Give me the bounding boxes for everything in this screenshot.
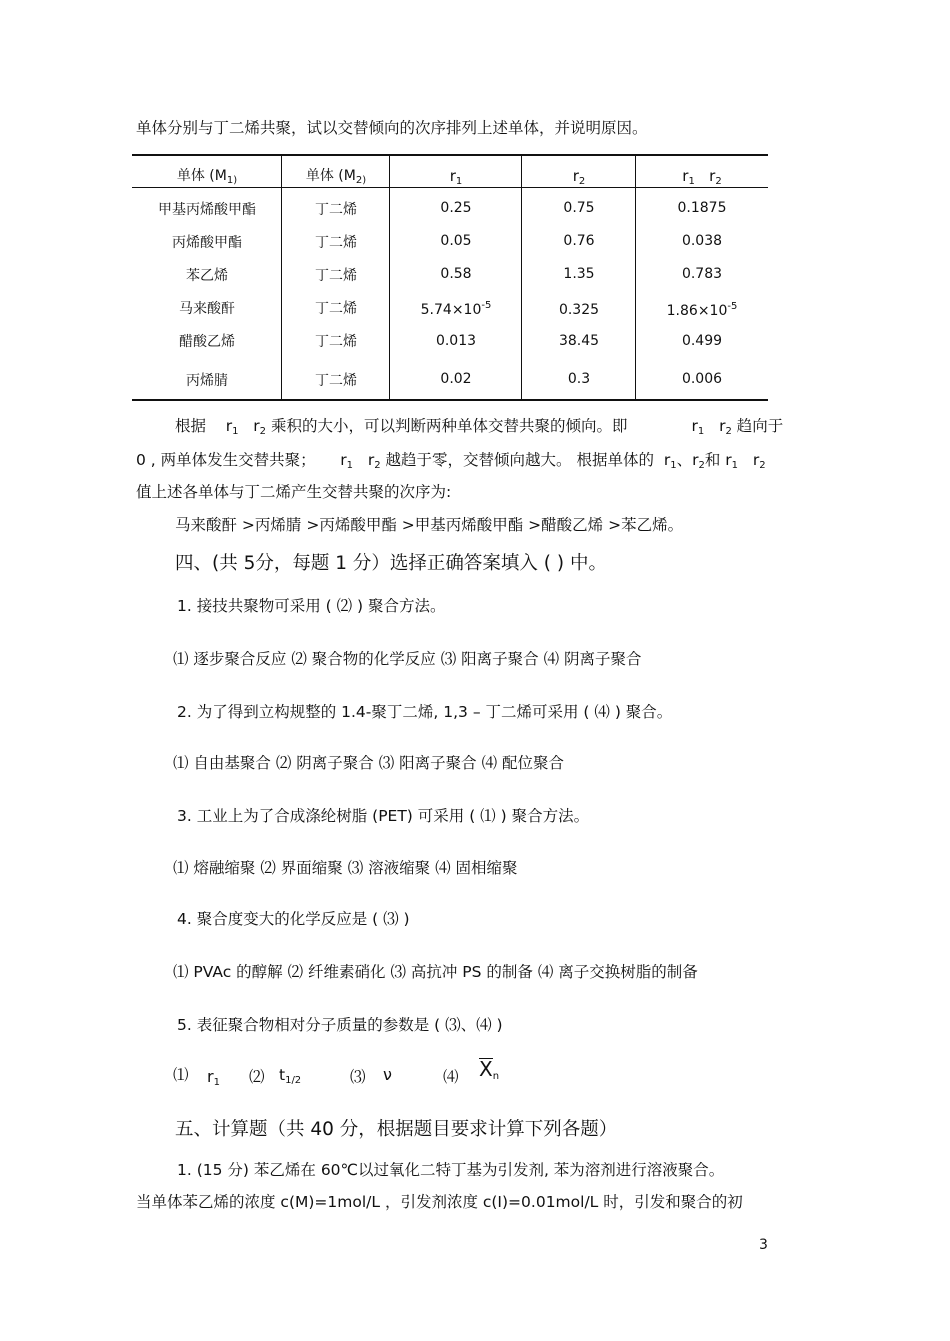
- header-r1: $r_1$: [449, 167, 463, 187]
- explanation-line-1: 根据 $r_1$ $r_2$ 乘积的大小，可以判断两种单体交替共聚的倾向。即 $r_1$ $r_2$ 趋向于: [175, 417, 784, 437]
- table-cell: 丁二烯: [315, 268, 357, 284]
- question-2: 2. 为了得到立构规整的 1.4-聚丁二烯, 1,3 – 丁二烯可采用 ( ⑷ ) 聚合。: [177, 703, 673, 721]
- table-cell: 丁二烯: [315, 373, 357, 389]
- table-cell: 马来酸酐: [179, 301, 235, 317]
- table-cell: 丙烯酸甲酯: [172, 235, 242, 251]
- section-5-title: 五、计算题（共 40 分，根据题目要求计算下列各题）: [175, 1119, 618, 1140]
- question-1-options: ⑴ 逐步聚合反应 ⑵ 聚合物的化学反应 ⑶ 阳离子聚合 ⑷ 阴离子聚合: [173, 650, 642, 668]
- option-marker: ⑵: [249, 1068, 265, 1086]
- option-half-life: $t_{1/2}$: [279, 1066, 302, 1086]
- header-m2: 单体 ($M_{2)}$: [305, 168, 367, 186]
- calc-question-line-1: 1. (15 分) 苯乙烯在 60℃以过氧化二特丁基为引发剂, 苯为溶剂进行溶液聚合。: [177, 1161, 725, 1179]
- question-3-options: ⑴ 熔融缩聚 ⑵ 界面缩聚 ⑶ 溶液缩聚 ⑷ 固相缩聚: [173, 859, 518, 877]
- table-cell: $1.86\times 10^{-5}$: [666, 301, 738, 319]
- option-marker: ⑴: [173, 1066, 189, 1084]
- explanation-line-3: 值上述各单体与丁二烯产生交替共聚的次序为:: [136, 483, 452, 501]
- table-cell: 苯乙烯: [186, 268, 228, 284]
- calc-question-line-2: 当单体苯乙烯的浓度 c(M)=1mol/L ，引发剂浓度 c(I)=0.01mol/L 时，引发和聚合的初: [136, 1193, 743, 1211]
- table-cell: 0.75: [563, 200, 595, 216]
- question-3: 3. 工业上为了合成涤纶树脂 (PET) 可采用 ( ⑴ ) 聚合方法。: [177, 807, 590, 825]
- option-marker: ⑶: [350, 1068, 366, 1086]
- table-cell: 0.038: [681, 233, 723, 249]
- table-cell: 0.76: [563, 233, 595, 249]
- question-4: 4. 聚合度变大的化学反应是 ( ⑶ ): [177, 910, 410, 928]
- intro-line: 单体分别与丁二烯共聚，试以交替倾向的次序排列上述单体，并说明原因。: [136, 119, 648, 137]
- question-5: 5. 表征聚合物相对分子质量的参数是 ( ⑶、⑷ ): [177, 1016, 503, 1034]
- table-cell: 0.783: [681, 266, 723, 282]
- table-cell: 0.02: [440, 371, 472, 387]
- table-cell: 丁二烯: [315, 202, 357, 218]
- table-cell: 1.35: [563, 266, 595, 282]
- explanation-line-2: 0 , 两单体发生交替共聚； $r_1$ $r_2$ 越趋于零，交替倾向越大。 根据单体的 $r_1$、$r_2$和 $r_1$ $r_2$: [136, 451, 766, 471]
- table-cell: 丁二烯: [315, 301, 357, 317]
- option-kinetic-chain-length: ν: [383, 1065, 392, 1084]
- table-cell: 0.499: [681, 333, 723, 349]
- table-cell: 0.25: [440, 200, 472, 216]
- table-top-rule: [132, 154, 768, 156]
- table-cell: 0.1875: [677, 200, 727, 216]
- table-cell: $5.74\times 10^{-5}$: [420, 300, 492, 318]
- alternation-order: 马来酸酐 >丙烯腈 >丙烯酸甲酯 >甲基丙烯酸甲酯 >醋酸乙烯 >苯乙烯。: [175, 516, 684, 534]
- question-4-options: ⑴ PVAc 的醇解 ⑵ 纤维素硝化 ⑶ 高抗冲 PS 的制备 ⑷ 离子交换树脂的制备: [173, 963, 698, 981]
- table-cell: 0.013: [435, 333, 477, 349]
- question-1: 1. 接技共聚物可采用 ( ⑵ ) 聚合方法。: [177, 597, 446, 615]
- table-header-rule: [132, 187, 768, 188]
- header-m1: 单体 ($M_{1)}$: [176, 168, 238, 186]
- table-cell: 甲基丙烯酸甲酯: [158, 202, 256, 218]
- section-4-title: 四、(共 5分，每题 1 分）选择正确答案填入 ( ) 中。: [175, 553, 607, 574]
- question-2-options: ⑴ 自由基聚合 ⑵ 阴离子聚合 ⑶ 阳离子聚合 ⑷ 配位聚合: [173, 754, 564, 772]
- option-marker: ⑷: [443, 1068, 459, 1086]
- table-cell: 丁二烯: [315, 235, 357, 251]
- table-cell: 0.05: [440, 233, 472, 249]
- header-r1r2: $r_1$ $r_2$: [682, 167, 722, 187]
- table-bottom-rule: [132, 399, 768, 401]
- table-cell: 0.006: [681, 371, 723, 387]
- page-number: 3: [759, 1237, 768, 1253]
- table-cell: 醋酸乙烯: [179, 334, 235, 350]
- table-cell: 0.3: [567, 371, 591, 387]
- table-cell: 0.58: [440, 266, 472, 282]
- table-cell: 丙烯腈: [186, 373, 228, 389]
- option-degree-of-polymerization: $X_n$: [479, 1057, 500, 1082]
- table-cell: 38.45: [558, 333, 600, 349]
- option-r1: $r_1$: [207, 1067, 220, 1088]
- table-cell: 0.325: [558, 302, 600, 318]
- table-cell: 丁二烯: [315, 334, 357, 350]
- header-r2: $r_2$: [572, 167, 586, 187]
